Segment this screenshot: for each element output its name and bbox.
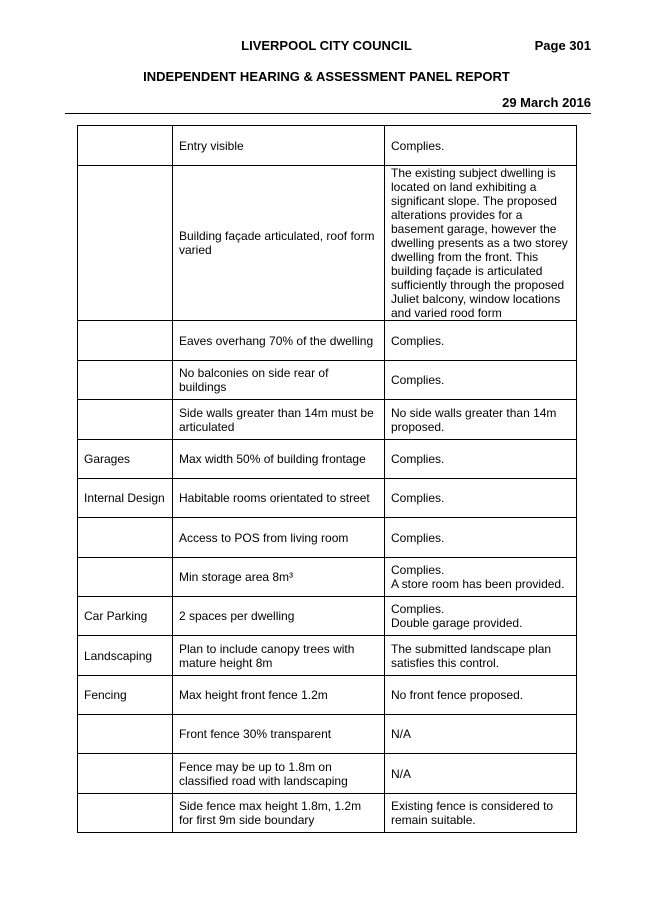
comment-line: Double garage provided. <box>391 616 523 630</box>
comment-cell: Complies. <box>385 479 577 518</box>
control-cell: Side fence max height 1.8m, 1.2m for first 9m side boundary <box>173 794 385 833</box>
comment-line: Complies. <box>391 602 445 616</box>
comment-cell: Complies. <box>385 440 577 479</box>
control-cell: Access to POS from living room <box>173 518 385 558</box>
category-cell <box>78 794 173 833</box>
table-row <box>78 676 577 715</box>
table-row <box>78 126 577 166</box>
comment-cell: No side walls greater than 14m proposed. <box>385 400 577 440</box>
comment-cell: The existing subject dwelling is located on land exhibiting a significant slope. The proposed alterations provides for a basement garage, however the dwelling presents as a two storey dwelling from the front. This building façade is articulated sufficiently through the proposed Juliet balcony, window locations and varied rood form <box>385 166 577 321</box>
control-cell: Fence may be up to 1.8m on classified road with landscaping <box>173 754 385 794</box>
table-row <box>78 597 577 636</box>
controls-table <box>77 125 577 833</box>
category-cell <box>78 321 173 361</box>
control-cell: Eaves overhang 70% of the dwelling <box>173 321 385 361</box>
report-date: 29 March 2016 <box>502 95 591 110</box>
comment-line: Complies. <box>391 563 445 577</box>
category-cell <box>78 361 173 400</box>
category-cell <box>78 715 173 754</box>
page-number: Page 301 <box>534 38 591 53</box>
table-row <box>78 166 577 321</box>
table-row <box>78 361 577 400</box>
category-cell <box>78 400 173 440</box>
control-cell: Min storage area 8m³ <box>173 558 385 597</box>
control-cell: Front fence 30% transparent <box>173 715 385 754</box>
council-name: LIVERPOOL CITY COUNCIL <box>241 38 412 53</box>
control-cell: Entry visible <box>173 126 385 166</box>
table-row <box>78 558 577 597</box>
comment-cell: N/A <box>385 754 577 794</box>
comment-cell <box>385 558 577 597</box>
comment-line: A store room has been provided. <box>391 577 565 591</box>
control-cell: No balconies on side rear of buildings <box>173 361 385 400</box>
category-cell <box>78 558 173 597</box>
comment-cell: No front fence proposed. <box>385 676 577 715</box>
category-cell: Internal Design <box>78 479 173 518</box>
category-cell <box>78 126 173 166</box>
category-cell <box>78 518 173 558</box>
table-row <box>78 321 577 361</box>
table-row <box>78 400 577 440</box>
table-row <box>78 518 577 558</box>
comment-cell: Complies. <box>385 321 577 361</box>
category-cell <box>78 754 173 794</box>
table-row <box>78 440 577 479</box>
category-cell <box>78 166 173 321</box>
control-cell: Max height front fence 1.2m <box>173 676 385 715</box>
comment-cell <box>385 597 577 636</box>
control-cell: 2 spaces per dwelling <box>173 597 385 636</box>
table-row <box>78 715 577 754</box>
comment-cell: Complies. <box>385 518 577 558</box>
category-cell: Landscaping <box>78 636 173 676</box>
category-cell: Fencing <box>78 676 173 715</box>
comment-cell: N/A <box>385 715 577 754</box>
control-cell: Building façade articulated, roof form varied <box>173 166 385 321</box>
control-cell: Side walls greater than 14m must be articulated <box>173 400 385 440</box>
table-row <box>78 479 577 518</box>
header-rule <box>65 113 591 114</box>
comment-cell: The submitted landscape plan satisfies this control. <box>385 636 577 676</box>
control-cell: Plan to include canopy trees with mature height 8m <box>173 636 385 676</box>
category-cell: Car Parking <box>78 597 173 636</box>
comment-cell: Complies. <box>385 361 577 400</box>
comment-cell: Existing fence is considered to remain suitable. <box>385 794 577 833</box>
control-cell: Habitable rooms orientated to street <box>173 479 385 518</box>
report-title: INDEPENDENT HEARING & ASSESSMENT PANEL REPORT <box>143 69 510 84</box>
control-cell: Max width 50% of building frontage <box>173 440 385 479</box>
category-cell: Garages <box>78 440 173 479</box>
comment-cell: Complies. <box>385 126 577 166</box>
table-row <box>78 636 577 676</box>
table-row <box>78 794 577 833</box>
table-row <box>78 754 577 794</box>
